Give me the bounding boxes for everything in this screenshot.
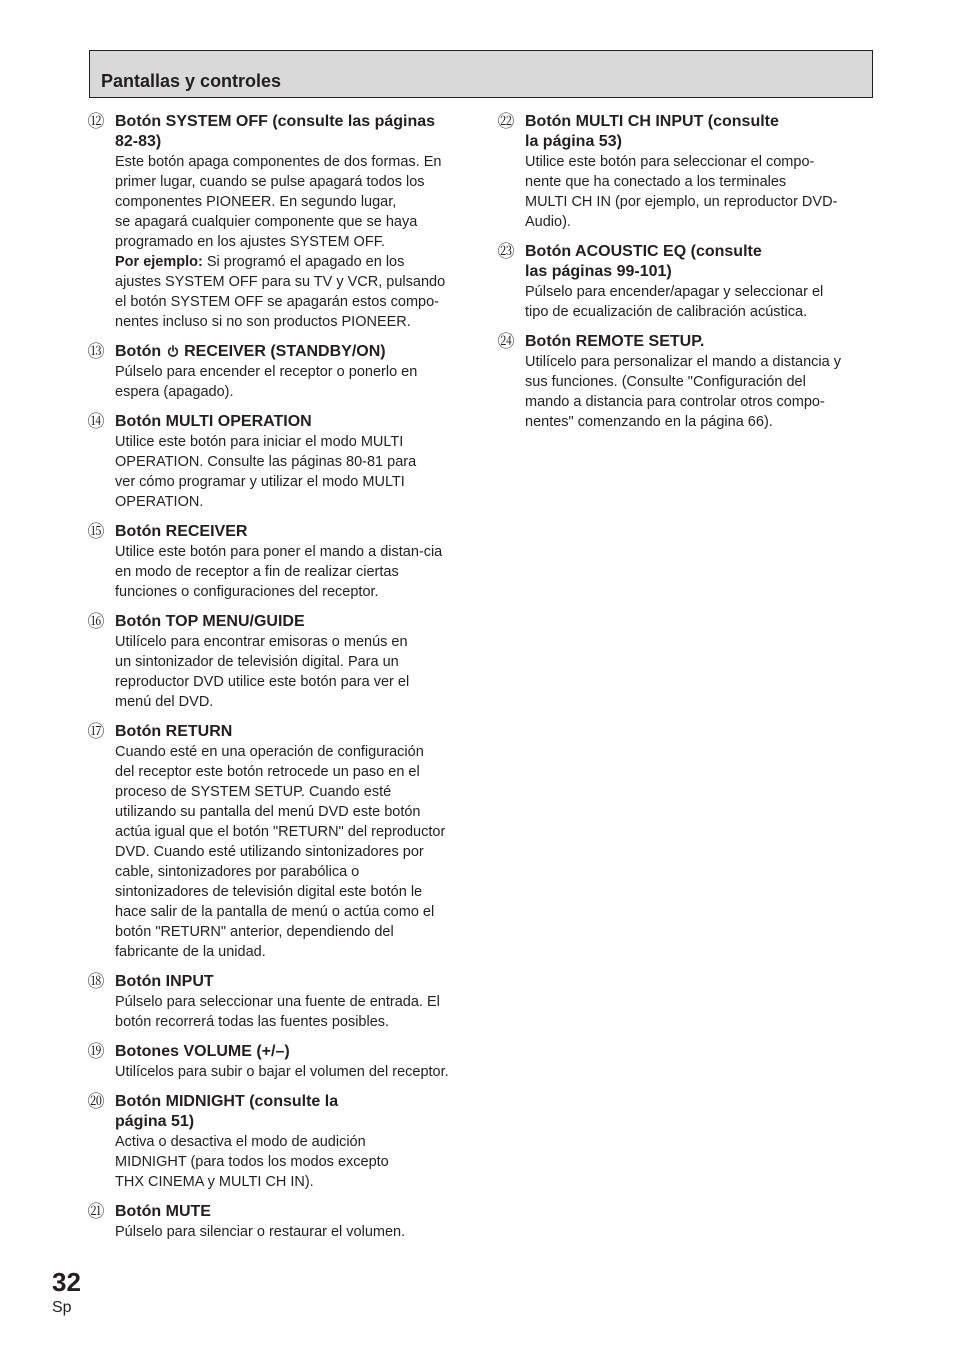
item-title-line: Botón SYSTEM OFF (consulte las páginas xyxy=(115,113,436,130)
item-title-line: Botón MULTI OPERATION xyxy=(115,413,312,430)
description-line: Púlselo para seleccionar una fuente de entrada. El xyxy=(115,994,440,1010)
description-line: sus funciones. (Consulte "Configuración del xyxy=(525,374,806,390)
item-number: ⑲ xyxy=(87,1042,105,1061)
item-title xyxy=(115,972,477,992)
item-title xyxy=(115,612,477,632)
description-line: botón recorrerá todas las fuentes posibles. xyxy=(115,1014,390,1030)
right-column xyxy=(497,112,869,442)
list-item xyxy=(87,112,477,332)
item-number: ㉒ xyxy=(497,112,515,131)
description-line: sintonizadores de televisión digital este botón le xyxy=(115,884,423,900)
example-line xyxy=(115,252,477,272)
description-line: nente que ha conectado a los terminales xyxy=(525,174,787,190)
description-line: Utilícelo para encontrar emisoras o menús en xyxy=(115,634,408,650)
item-description xyxy=(115,742,477,962)
description-line: cable, sintonizadores por parabólica o xyxy=(115,864,360,880)
item-title xyxy=(115,522,477,542)
item-title-line: Botón MULTI CH INPUT (consulte xyxy=(525,113,779,130)
description-line: DVD. Cuando esté utilizando sintonizadores por xyxy=(115,844,424,860)
description-line: reproductor DVD utilice este botón para ver el xyxy=(115,674,410,690)
item-description xyxy=(525,282,869,322)
item-number: ⑮ xyxy=(87,522,105,541)
item-number: ㉑ xyxy=(87,1202,105,1221)
item-title xyxy=(525,332,869,352)
item-description xyxy=(115,1222,477,1242)
item-title-line: Botón REMOTE SETUP. xyxy=(525,333,705,350)
description-line: menú del DVD. xyxy=(115,694,214,710)
item-title xyxy=(115,1042,477,1062)
item-description xyxy=(115,362,477,402)
item-title-line: 82-83) xyxy=(115,133,162,150)
description-line: Púlselo para encender/apagar y seleccionar el xyxy=(525,284,824,300)
example-line: el botón SYSTEM OFF se apagarán estos compo- xyxy=(115,294,439,310)
power-icon xyxy=(167,345,179,357)
item-title-line: Botón MIDNIGHT (consulte la xyxy=(115,1093,339,1110)
item-title-line: Botón RECEIVER xyxy=(115,523,248,540)
item-number: ㉔ xyxy=(497,332,515,351)
description-line: utilizando su pantalla del menú DVD este botón xyxy=(115,804,421,820)
list-item xyxy=(87,612,477,712)
example-line: nentes incluso si no son productos PIONEER. xyxy=(115,314,411,330)
item-description xyxy=(525,352,869,432)
item-title xyxy=(115,722,477,742)
item-number: ⑭ xyxy=(87,412,105,431)
list-item xyxy=(87,412,477,512)
description-line: MULTI CH IN (por ejemplo, un reproductor DVD- xyxy=(525,194,838,210)
description-line: OPERATION. Consulte las páginas 80-81 para xyxy=(115,454,417,470)
item-title-line: las páginas 99-101) xyxy=(525,263,672,280)
item-title xyxy=(115,342,477,362)
example-line: ajustes SYSTEM OFF para su TV y VCR, pulsando xyxy=(115,274,446,290)
section-header-bar xyxy=(89,50,873,98)
item-title xyxy=(115,1202,477,1222)
description-line: actúa igual que el botón "RETURN" del reproductor xyxy=(115,824,446,840)
item-description xyxy=(115,542,477,602)
description-line: Utilice este botón para seleccionar el compo- xyxy=(525,154,815,170)
item-number: ㉓ xyxy=(497,242,515,261)
description-line: programado en los ajustes SYSTEM OFF. xyxy=(115,234,385,250)
description-line: Púlselo para silenciar o restaurar el volumen. xyxy=(115,1224,406,1240)
description-line: OPERATION. xyxy=(115,494,204,510)
list-item xyxy=(87,972,477,1032)
description-line: Este botón apaga componentes de dos formas. En xyxy=(115,154,442,170)
list-item xyxy=(87,1202,477,1242)
description-line: del receptor este botón retrocede un paso en el xyxy=(115,764,420,780)
item-title-line xyxy=(115,342,477,362)
item-number: ⑫ xyxy=(87,112,105,131)
example-text: Si programó el apagado en los xyxy=(202,254,405,270)
example-label: Por ejemplo: xyxy=(115,254,203,270)
item-description xyxy=(115,992,477,1032)
description-line: Activa o desactiva el modo de audición xyxy=(115,1134,366,1150)
page-language: Sp xyxy=(52,1299,72,1316)
description-line: mando a distancia para controlar otros compo- xyxy=(525,394,825,410)
item-title xyxy=(115,1092,477,1132)
left-column xyxy=(87,112,477,1252)
item-title-suffix: RECEIVER (STANDBY/ON) xyxy=(184,343,386,360)
item-number: ⑬ xyxy=(87,342,105,361)
description-line: Utilícelo para personalizar el mando a distancia y xyxy=(525,354,841,370)
list-item xyxy=(87,342,477,402)
description-line: funciones o configuraciones del receptor. xyxy=(115,584,379,600)
list-item xyxy=(87,522,477,602)
list-item xyxy=(497,242,869,322)
description-line: Púlselo para encender el receptor o ponerlo en xyxy=(115,364,418,380)
item-title xyxy=(525,112,869,152)
item-description xyxy=(115,152,477,332)
description-line: un sintonizador de televisión digital. Para un xyxy=(115,654,399,670)
item-title-line: Botón RETURN xyxy=(115,723,233,740)
item-number: ⑰ xyxy=(87,722,105,741)
description-line: hace salir de la pantalla de menú o actúa como el xyxy=(115,904,435,920)
description-line: Audio). xyxy=(525,214,571,230)
description-line: fabricante de la unidad. xyxy=(115,944,266,960)
item-title-line: Botón INPUT xyxy=(115,973,214,990)
list-item xyxy=(497,112,869,232)
description-line: MIDNIGHT (para todos los modos excepto xyxy=(115,1154,389,1170)
list-item xyxy=(87,1092,477,1192)
description-line: tipo de ecualización de calibración acústica. xyxy=(525,304,808,320)
description-line: en modo de receptor a fin de realizar ciertas xyxy=(115,564,399,580)
list-item xyxy=(497,332,869,432)
item-number: ⑳ xyxy=(87,1092,105,1111)
description-line: nentes" comenzando en la página 66). xyxy=(525,414,773,430)
item-title xyxy=(525,242,869,282)
item-title-line: Botón TOP MENU/GUIDE xyxy=(115,613,305,630)
item-title xyxy=(115,112,477,152)
description-line: THX CINEMA y MULTI CH IN). xyxy=(115,1174,314,1190)
item-title-line: Botón ACOUSTIC EQ (consulte xyxy=(525,243,762,260)
item-description xyxy=(525,152,869,232)
item-title-line: la página 53) xyxy=(525,133,622,150)
description-line: Cuando esté en una operación de configuración xyxy=(115,744,424,760)
item-description xyxy=(115,1062,477,1082)
description-line: componentes PIONEER. En segundo lugar, xyxy=(115,194,397,210)
list-item xyxy=(87,722,477,962)
item-number: ⑯ xyxy=(87,612,105,631)
item-title xyxy=(115,412,477,432)
description-line: primer lugar, cuando se pulse apagará todos los xyxy=(115,174,425,190)
description-line: espera (apagado). xyxy=(115,384,234,400)
item-title-line: Botones VOLUME (+/–) xyxy=(115,1043,290,1060)
description-line: Utilice este botón para poner el mando a distan-cia xyxy=(115,544,443,560)
item-title-line: página 51) xyxy=(115,1113,195,1130)
item-number: ⑱ xyxy=(87,972,105,991)
item-description xyxy=(115,1132,477,1192)
item-description xyxy=(115,632,477,712)
item-title-prefix: Botón xyxy=(115,343,162,360)
description-line: Utilice este botón para iniciar el modo MULTI xyxy=(115,434,404,450)
description-line: ver cómo programar y utilizar el modo MULTI xyxy=(115,474,405,490)
description-line: botón "RETURN" anterior, dependiendo del xyxy=(115,924,394,940)
list-item xyxy=(87,1042,477,1082)
description-line: se apagará cualquier componente que se haya xyxy=(115,214,418,230)
section-title: Pantallas y controles xyxy=(101,71,282,91)
description-line: Utilícelos para subir o bajar el volumen del receptor. xyxy=(115,1064,449,1080)
item-description xyxy=(115,432,477,512)
description-line: proceso de SYSTEM SETUP. Cuando esté xyxy=(115,784,392,800)
page-number: 32 xyxy=(52,1267,81,1297)
item-title-line: Botón MUTE xyxy=(115,1203,211,1220)
